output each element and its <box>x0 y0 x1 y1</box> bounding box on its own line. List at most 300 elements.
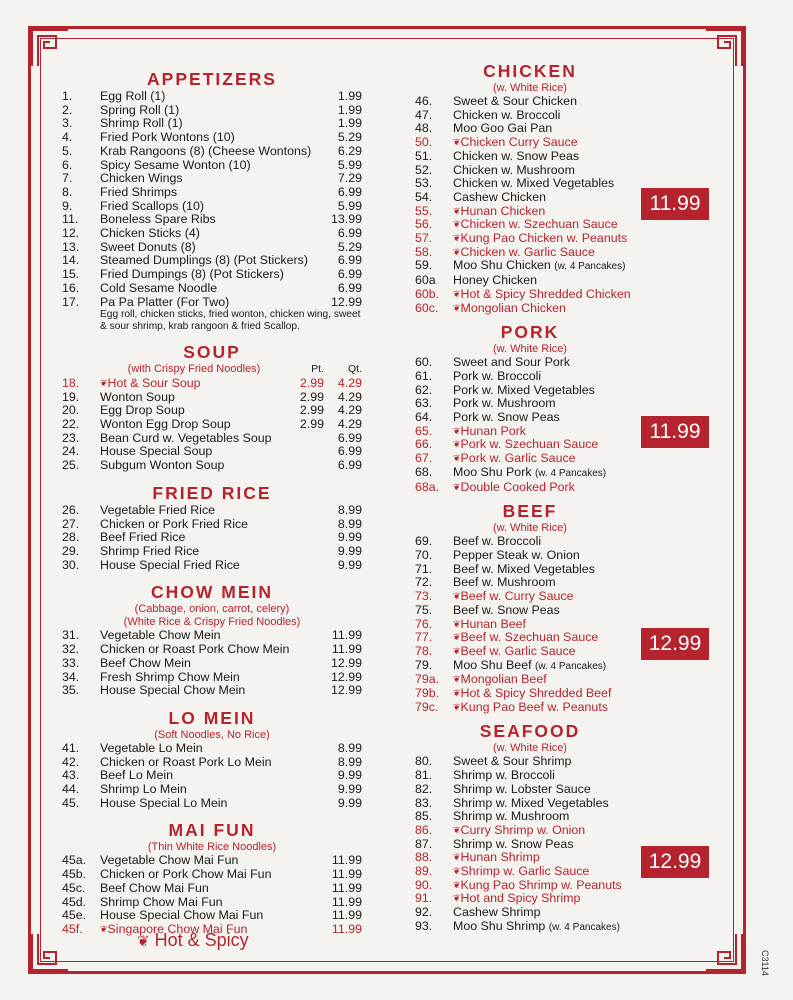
item-price: 6.29 <box>337 143 362 158</box>
item-number: 45f. <box>62 921 83 936</box>
item-number: 60a <box>415 273 436 288</box>
item-number: 43. <box>62 768 80 783</box>
item-name-text: Cashew Chicken <box>453 190 546 204</box>
item-name-text: Vegetable Lo Mein <box>100 741 203 755</box>
soup-pt-label: Pt. <box>311 363 324 376</box>
item-number: 25. <box>62 458 80 473</box>
item-name <box>461 645 645 659</box>
menu-item <box>415 783 645 797</box>
item-name <box>461 288 645 302</box>
menu-item <box>415 438 645 452</box>
item-number: 19. <box>62 389 80 404</box>
item-number: 72. <box>415 575 433 590</box>
item-number: 18. <box>62 375 80 390</box>
chili-pepper-icon: ❦ <box>453 632 461 643</box>
chili-pepper-icon: ❦ <box>453 137 461 148</box>
chicken-list <box>415 95 645 315</box>
item-price: 8.99 <box>337 740 362 755</box>
menu-item <box>415 425 645 439</box>
menu-item <box>62 531 362 545</box>
item-name-text: Honey Chicken <box>453 274 538 288</box>
platter-note: Egg roll, chicken sticks, fried wonton, chicken wing, sweet & sour shrimp, krab rangoon & fried Scallop. <box>100 309 361 332</box>
chicken-price-box: 11.99 <box>641 188 709 220</box>
seafood-price-box: 12.99 <box>641 846 709 878</box>
menu-item <box>415 288 645 302</box>
menu-item <box>415 687 645 701</box>
item-name <box>453 164 645 178</box>
item-name <box>461 673 645 687</box>
pork-price-box: 11.99 <box>641 416 709 448</box>
menu-item <box>415 590 645 604</box>
item-name <box>453 122 645 136</box>
item-name <box>461 892 645 906</box>
item-name <box>461 302 645 316</box>
item-name-text: House Special Fried Rice <box>100 558 240 572</box>
item-name-text: Beef Chow Mein <box>100 656 191 670</box>
item-name <box>453 563 645 577</box>
item-name-text: Beef Chow Mai Fun <box>100 881 209 895</box>
menu-item <box>62 200 362 214</box>
item-note: (w. 4 Pancakes) <box>554 261 626 273</box>
item-name <box>100 504 314 518</box>
chili-pepper-icon: ❦ <box>453 439 461 450</box>
item-number: 79c. <box>415 699 439 714</box>
chili-pepper-icon: ❦ <box>453 246 461 257</box>
menu-item <box>415 191 645 205</box>
item-number: 16. <box>62 280 80 295</box>
item-name <box>461 246 645 260</box>
lo-mein-list <box>62 742 362 811</box>
item-name <box>453 604 645 618</box>
item-name-text: Pork w. Garlic Sauce <box>460 452 576 466</box>
menu-item <box>415 177 645 191</box>
chicken-subtitle: (w. White Rice) <box>493 82 567 94</box>
item-number: 52. <box>415 162 433 177</box>
item-number: 17. <box>62 294 80 309</box>
menu-item <box>415 631 645 645</box>
menu-item <box>62 445 362 459</box>
mai-fun-subtitle: (Thin White Rice Noodles) <box>147 841 277 854</box>
item-name-text: Curry Shrimp w. Onion <box>460 823 586 837</box>
fried-rice-list <box>62 504 362 573</box>
beef-title: BEEF <box>502 501 558 522</box>
item-name-text: Shrimp w. Mixed Vegetables <box>453 796 609 810</box>
item-name-text: Hot and Spicy Shrimp <box>460 892 581 906</box>
menu-item <box>415 370 645 384</box>
item-name-text: Pork w. Mushroom <box>453 397 556 411</box>
menu-item <box>415 411 645 425</box>
item-number: 20. <box>62 403 80 418</box>
item-name <box>453 177 645 191</box>
item-number: 4. <box>62 130 73 145</box>
chili-pepper-icon: ❦ <box>453 219 461 230</box>
item-name <box>100 117 314 131</box>
item-price: 9.99 <box>337 782 362 797</box>
item-name-text: Fried Shrimps <box>100 185 178 199</box>
menu-item <box>415 95 645 109</box>
item-price-pint: 2.99 <box>299 375 324 390</box>
menu-item <box>415 397 645 411</box>
menu-item <box>415 920 645 935</box>
menu-item <box>415 879 645 893</box>
chow-mein-subtitle-1: (Cabbage, onion, carrot, celery) <box>134 603 290 616</box>
item-number: 3. <box>62 116 73 131</box>
item-number: 87. <box>415 836 433 851</box>
item-number: 57. <box>415 231 433 246</box>
menu-item <box>415 604 645 618</box>
item-price: 1.99 <box>337 102 362 117</box>
item-number: 11. <box>62 212 79 227</box>
side-code: C3114 <box>760 950 770 976</box>
item-name-text: Krab Rangoons (8) (Cheese Wontons) <box>100 144 312 158</box>
menu-item <box>415 232 645 246</box>
item-name <box>461 865 645 879</box>
chili-pepper-icon: ❦ <box>100 923 108 934</box>
item-price-quart: 6.99 <box>337 444 362 459</box>
item-name <box>100 657 314 671</box>
item-name <box>461 232 645 246</box>
item-name-text: Shrimp Lo Mein <box>100 783 187 797</box>
menu-item <box>415 466 645 481</box>
item-name <box>100 241 314 255</box>
item-name-text: Vegetable Fried Rice <box>100 503 216 517</box>
item-number: 46. <box>415 94 433 108</box>
menu-item <box>62 282 362 296</box>
item-name <box>100 854 314 868</box>
right-column <box>415 60 645 935</box>
appetizers-list <box>62 90 362 309</box>
seafood-subtitle: (w. White Rice) <box>493 742 567 755</box>
item-number: 75. <box>415 602 433 617</box>
item-number: 44. <box>62 782 80 797</box>
item-name-text: Double Cooked Pork <box>460 480 575 494</box>
item-name-text: Hot & Sour Soup <box>107 376 201 390</box>
seafood-title: SEAFOOD <box>479 721 581 742</box>
item-number: 45a. <box>62 853 87 868</box>
chili-pepper-icon: ❦ <box>453 288 461 299</box>
item-number: 79a. <box>415 672 440 687</box>
item-number: 47. <box>415 107 433 122</box>
item-number: 79b. <box>415 686 440 701</box>
item-number: 62. <box>415 382 433 397</box>
item-number: 93. <box>415 918 433 933</box>
item-number: 59. <box>415 258 433 273</box>
item-name <box>453 397 645 411</box>
item-name <box>100 518 314 532</box>
item-name-text: Boneless Spare Ribs <box>100 213 216 227</box>
item-number: 90. <box>415 877 433 892</box>
chili-pepper-icon: ❦ <box>453 591 461 602</box>
item-name <box>100 432 288 446</box>
menu-item <box>62 854 362 868</box>
item-name-text: Singapore Chow Mai Fun <box>107 922 248 936</box>
menu-item <box>62 769 362 783</box>
mai-fun-list <box>62 854 362 936</box>
item-number: 8. <box>62 184 73 199</box>
item-name <box>100 896 314 910</box>
item-name <box>461 136 645 150</box>
item-name-text: Beef w. Broccoli <box>453 535 542 549</box>
item-number: 14. <box>62 253 80 268</box>
item-name-text: Pa Pa Platter (For Two) <box>100 295 230 309</box>
item-number: 68. <box>415 464 433 479</box>
item-name <box>453 797 645 811</box>
item-name-text: Spicy Sesame Wonton (10) <box>100 158 251 172</box>
item-name <box>461 425 645 439</box>
menu-item <box>415 136 645 150</box>
item-name-text: Sweet & Sour Chicken <box>453 95 577 108</box>
item-number: 35. <box>62 683 80 698</box>
menu-item <box>415 274 645 288</box>
lo-mein-title: LO MEIN <box>168 707 256 728</box>
chow-mein-subtitle-2: (White Rice & Crispy Fried Noodles) <box>123 616 301 629</box>
chili-pepper-icon: ❦ <box>453 481 461 492</box>
item-name <box>461 618 645 632</box>
item-name-text: Shrimp w. Lobster Sauce <box>453 782 591 796</box>
item-price-quart: 6.99 <box>337 458 362 473</box>
menu-item <box>415 838 645 852</box>
item-name <box>100 268 314 282</box>
item-name-text: Cashew Shrimp <box>453 906 541 920</box>
menu-item <box>62 227 362 241</box>
mai-fun-title: MAI FUN <box>168 820 256 841</box>
left-column <box>62 68 362 937</box>
item-price-pint <box>288 432 324 446</box>
item-price-pint: 2.99 <box>299 403 324 418</box>
corner-ornament-top-left <box>30 28 70 68</box>
chili-pepper-icon: ❦ <box>453 879 461 890</box>
item-name <box>100 783 314 797</box>
item-name-text: Chicken w. Mushroom <box>453 163 575 177</box>
item-number: 12. <box>62 226 80 241</box>
item-number: 33. <box>62 655 80 670</box>
item-price: 6.99 <box>337 267 362 282</box>
item-number: 48. <box>415 121 433 136</box>
item-name <box>100 545 314 559</box>
item-name-text: Chicken Curry Sauce <box>460 136 578 150</box>
item-name-text: Vegetable Chow Mein <box>100 629 221 643</box>
item-name <box>108 377 288 391</box>
chili-pepper-icon: ❦ <box>453 302 461 313</box>
item-name <box>100 868 314 882</box>
item-name-text: Chicken w. Broccoli <box>453 108 561 122</box>
item-name-text: Chicken or Pork Fried Rice <box>100 517 249 531</box>
menu-item <box>415 797 645 811</box>
item-price: 1.99 <box>337 116 362 131</box>
item-number: 13. <box>62 239 80 254</box>
item-number: 45e. <box>62 908 87 923</box>
item-name-text: House Special Soup <box>100 445 213 459</box>
item-name-text: Beef w. Mushroom <box>453 576 556 590</box>
item-number: 2. <box>62 102 73 117</box>
item-number: 34. <box>62 669 80 684</box>
item-number: 45d. <box>62 894 87 909</box>
menu-item <box>415 218 645 232</box>
item-price: 6.99 <box>337 280 362 295</box>
item-number: 22. <box>62 417 80 432</box>
item-name-text: Steamed Dumplings (8) (Pot Stickers) <box>100 254 308 268</box>
item-number: 42. <box>62 754 80 769</box>
soup-title: SOUP <box>183 342 241 363</box>
soup-qt-label: Qt. <box>347 363 362 376</box>
item-number: 32. <box>62 642 80 657</box>
item-price: 11.99 <box>331 853 362 868</box>
chili-pepper-icon: ❦ <box>453 866 461 877</box>
item-number: 61. <box>415 368 433 383</box>
item-price-quart: 4.29 <box>337 389 362 404</box>
menu-item <box>415 205 645 219</box>
item-price-quart: 6.99 <box>337 430 362 445</box>
menu-item <box>415 150 645 164</box>
item-name-text: Moo Shu Shrimp <box>453 919 546 933</box>
item-name-text: Chicken or Roast Pork Chow Mein <box>100 643 290 657</box>
item-name <box>100 131 314 145</box>
item-name <box>461 851 645 865</box>
menu-item <box>415 851 645 865</box>
item-name <box>100 227 314 241</box>
item-price-quart: 4.29 <box>337 403 362 418</box>
pork-list <box>415 356 645 494</box>
menu-item <box>62 896 362 910</box>
item-price: 11.99 <box>331 921 362 936</box>
item-number: 54. <box>415 189 433 204</box>
chili-pepper-icon: ❦ <box>453 688 461 699</box>
menu-item <box>415 906 645 920</box>
item-price: 7.29 <box>337 171 362 186</box>
menu-item <box>415 824 645 838</box>
menu-item <box>415 535 645 549</box>
item-name <box>100 200 314 214</box>
item-name <box>461 218 645 232</box>
item-price-pint <box>288 445 324 459</box>
chili-pepper-icon: ❦ <box>453 701 461 712</box>
menu-item <box>415 769 645 783</box>
item-name-text: Mongolian Chicken <box>460 301 566 315</box>
menu-item <box>62 657 362 671</box>
item-name <box>100 629 314 643</box>
item-name-text: Shrimp w. Mushroom <box>453 810 570 824</box>
item-name <box>453 109 645 123</box>
item-price: 9.99 <box>337 530 362 545</box>
item-number: 55. <box>415 203 433 218</box>
item-price-pint <box>288 459 324 473</box>
item-price: 9.99 <box>337 557 362 572</box>
item-name <box>100 391 288 405</box>
hot-spicy-label: Hot & Spicy <box>154 930 249 950</box>
item-name-text: Bean Curd w. Vegetables Soup <box>100 431 272 445</box>
menu-item <box>415 356 645 370</box>
item-price: 12.99 <box>330 655 362 670</box>
menu-item <box>62 504 362 518</box>
item-number: 67. <box>415 451 433 466</box>
menu-item <box>415 563 645 577</box>
pork-title: PORK <box>500 322 560 343</box>
item-name <box>100 531 314 545</box>
item-name-text: Chicken w. Garlic Sauce <box>460 245 595 259</box>
soup-subheader <box>62 363 362 377</box>
item-name <box>453 384 645 398</box>
item-name <box>100 296 314 310</box>
menu-item <box>62 296 362 310</box>
item-name <box>100 797 314 811</box>
item-name-text: Hot & Spicy Shredded Beef <box>460 687 612 701</box>
item-name-text: Mongolian Beef <box>460 673 547 687</box>
item-number: 64. <box>415 410 433 425</box>
item-number: 60. <box>415 355 433 370</box>
item-number: 89. <box>415 864 433 879</box>
item-name-text: House Special Chow Mai Fun <box>100 909 264 923</box>
menu-item <box>62 783 362 797</box>
item-name-text: Sweet and Sour Pork <box>453 356 571 370</box>
item-number: 5. <box>62 143 73 158</box>
item-name <box>453 769 645 783</box>
item-name-text: Moo Shu Chicken <box>453 259 551 273</box>
item-number: 30. <box>62 557 80 572</box>
menu-item <box>62 391 362 405</box>
item-number: 86. <box>415 822 433 837</box>
item-number: 69. <box>415 534 433 549</box>
item-name-text: Moo Shu Pork <box>453 465 532 479</box>
menu-item <box>415 384 645 398</box>
item-name <box>453 920 645 935</box>
item-number: 70. <box>415 547 433 562</box>
item-name <box>453 191 645 205</box>
item-name <box>461 701 645 715</box>
item-price: 6.99 <box>337 184 362 199</box>
item-name-text: Beef w. Szechuan Sauce <box>460 631 599 645</box>
item-price: 8.99 <box>337 754 362 769</box>
chili-pepper-icon: ❦ <box>453 618 461 629</box>
item-number: 29. <box>62 543 80 558</box>
item-name <box>453 466 645 481</box>
item-name-text: Fried Dumpings (8) (Pot Stickers) <box>100 268 284 282</box>
item-name <box>100 671 314 685</box>
menu-item <box>415 302 645 316</box>
item-name <box>453 356 645 370</box>
item-name <box>461 824 645 838</box>
menu-item <box>62 559 362 573</box>
item-name-text: Spring Roll (1) <box>100 103 180 117</box>
menu-item <box>415 701 645 715</box>
item-price: 5.29 <box>337 239 362 254</box>
menu-item <box>62 742 362 756</box>
corner-ornament-bottom-left <box>30 932 70 972</box>
item-name-text: Sweet Donuts (8) <box>100 240 196 254</box>
item-name-text: House Special Lo Mein <box>100 796 228 810</box>
item-name-text: Shrimp Fried Rice <box>100 544 200 558</box>
menu-item <box>415 892 645 906</box>
item-number: 28. <box>62 530 80 545</box>
item-name <box>100 756 314 770</box>
pork-subtitle: (w. White Rice) <box>493 343 567 356</box>
chicken-title: CHICKEN <box>483 61 577 81</box>
item-name <box>453 810 645 824</box>
menu-item <box>62 131 362 145</box>
menu-item <box>62 377 362 391</box>
item-number: 23. <box>62 430 80 445</box>
menu-item <box>62 643 362 657</box>
item-number: 51. <box>415 148 433 163</box>
item-name <box>100 643 314 657</box>
menu-item <box>62 213 362 227</box>
lo-mein-subtitle: (Soft Noodles, No Rice) <box>154 728 270 741</box>
item-name <box>100 159 314 173</box>
item-number: 53. <box>415 176 433 191</box>
item-price: 11.99 <box>331 908 362 923</box>
item-name <box>453 906 645 920</box>
item-name <box>100 213 314 227</box>
item-name-text: Chicken or Roast Pork Lo Mein <box>100 755 272 769</box>
